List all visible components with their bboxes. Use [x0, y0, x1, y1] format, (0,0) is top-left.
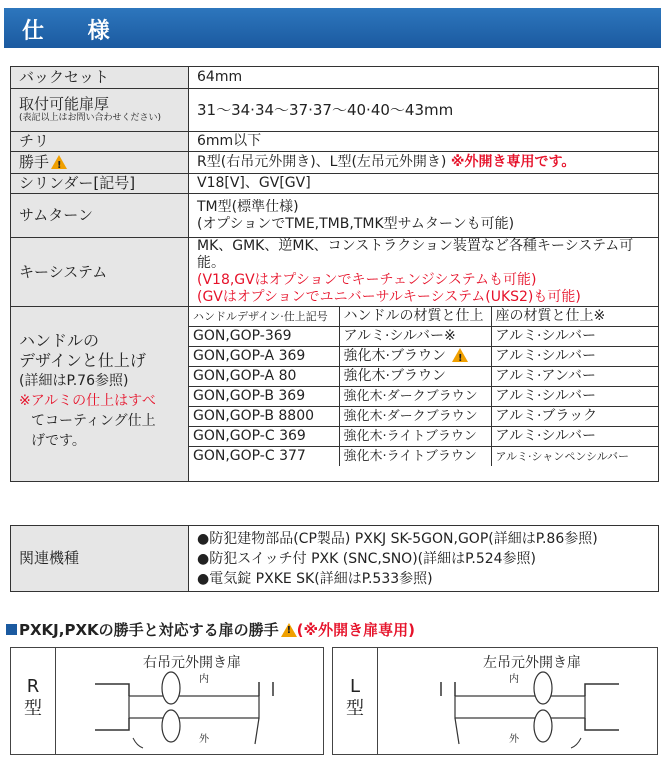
thumbturn-line2: (オプションでTME,TMB,TMK型サムターンも可能)	[197, 215, 515, 232]
handle-material	[339, 327, 491, 347]
keysystem-value	[189, 238, 659, 307]
handle-base: アルミ·シルバー	[491, 327, 659, 347]
r-outside-label: 外	[199, 734, 209, 745]
cylinder-label: シリンダー[記号]	[11, 174, 189, 194]
thickness-note: (表記以上はお問い合わせください)	[19, 113, 162, 123]
handle-design: GON,GOP-C 369	[189, 427, 339, 447]
katte-label	[11, 152, 189, 174]
handle-material-text: 強化木·ブラウン	[343, 348, 446, 364]
cylinder-value: V18[V]、GV[GV]	[189, 174, 659, 194]
related-table	[10, 525, 659, 592]
chiri-value: 6mm以下	[189, 132, 659, 152]
related-item: ●防犯建物部品(CP製品) PXKJ SK-5GON,GOP(詳細はP.86参照)	[197, 530, 598, 547]
table-row	[189, 367, 659, 387]
section-note: (※外開き扉専用)	[296, 621, 415, 639]
katte-value	[189, 152, 659, 174]
handle-finish-cell	[189, 307, 659, 482]
l-door-svg	[381, 670, 653, 750]
handle-material: 強化木·ブラウン	[339, 367, 491, 387]
r-inside-label: 内	[199, 674, 209, 685]
l-door-title: 左吊元外開き扉	[483, 655, 581, 671]
thickness-label	[11, 89, 189, 132]
handle-design: GON,GOP-B 8800	[189, 407, 339, 427]
handle-header-material: ハンドルの材質と仕上	[339, 307, 491, 327]
l-type-letter: L	[349, 676, 361, 697]
related-item: ●電気錠 PXKE SK(詳細はP.533参照)	[197, 570, 433, 587]
spec-table	[10, 66, 659, 482]
l-outside-label: 外	[509, 734, 519, 745]
r-type-suffix: 型	[24, 698, 42, 719]
handle-base: アルミ·シルバー	[491, 347, 659, 367]
related-label: 関連機種	[11, 526, 189, 592]
keysystem-line3: (GVはオプションでユニバーサルキーシステム(UKS2)も可能)	[197, 289, 581, 305]
warning-icon	[452, 348, 468, 362]
table-row	[189, 427, 659, 447]
handle-finish-table	[189, 307, 659, 466]
l-inside-label: 内	[509, 674, 519, 685]
r-type-letter: R	[26, 676, 40, 697]
table-row	[189, 447, 659, 467]
handle-material: 強化木·ライトブラウン	[339, 427, 491, 447]
page-title: 仕 様	[22, 19, 128, 44]
handle-material: 強化木·ライトブラウン	[339, 447, 491, 467]
table-row	[189, 327, 659, 347]
handle-label-3: (詳細はP.76参照)	[19, 373, 129, 389]
katte-label-text: 勝手	[19, 153, 50, 171]
thickness-label-text: 取付可能扉厚	[19, 95, 110, 113]
table-row	[189, 387, 659, 407]
keysystem-label: キーシステム	[11, 238, 189, 307]
handle-base: アルミ·ブラック	[491, 407, 659, 427]
thumbturn-label: サムターン	[11, 194, 189, 238]
handle-design: GON,GOP-A 80	[189, 367, 339, 387]
warning-icon	[281, 623, 297, 637]
handle-material	[339, 347, 491, 367]
handle-design: GON,GOP-B 369	[189, 387, 339, 407]
square-bullet-icon	[6, 624, 17, 635]
table-row	[189, 347, 659, 367]
related-list	[189, 526, 659, 592]
handle-label	[11, 307, 189, 482]
section-title-text: PXKJ,PXKの勝手と対応する扉の勝手	[19, 621, 279, 639]
handle-base: アルミ·シルバー	[491, 427, 659, 447]
thickness-value: 31〜34·34〜37·37〜40·40〜43mm	[189, 89, 659, 132]
r-door-title: 右吊元外開き扉	[143, 655, 241, 671]
handle-note-3: げです。	[31, 433, 86, 449]
l-type-suffix: 型	[346, 698, 364, 719]
katte-value-text: R型(右吊元外開き)、L型(左吊元外開き)	[197, 154, 447, 170]
backset-value: 64mm	[189, 67, 659, 89]
handle-header-base	[491, 307, 659, 327]
r-door-diagram	[10, 647, 324, 755]
handle-design: GON,GOP-369	[189, 327, 339, 347]
handle-note-2: てコーティング仕上	[31, 413, 156, 429]
keysystem-line2: (V18,GVはオプションでキーチェンジシステムも可能)	[197, 272, 537, 288]
handle-material-text: アルミ·シルバー※	[343, 328, 456, 344]
handle-design: GON,GOP-C 377	[189, 447, 339, 467]
chiri-label: チリ	[11, 132, 189, 152]
katte-note: ※外開き専用です。	[450, 154, 576, 170]
handle-header-design: ハンドルデザイン·仕上記号	[189, 307, 339, 327]
keysystem-line1: MK、GMK、逆MK、コンストラクション装置など各種キーシステム可能。	[197, 238, 634, 271]
r-door-svg	[59, 670, 321, 750]
thumbturn-line1: TM型(標準仕様)	[197, 198, 299, 215]
r-type-label	[11, 648, 56, 754]
handle-header-base-text: 座の材質と仕上※	[495, 308, 606, 324]
handle-base: アルミ·シャンペンシルバー	[491, 447, 659, 467]
warning-icon	[51, 155, 67, 169]
l-door-diagram	[332, 647, 658, 755]
handle-note-1: ※アルミの仕上はすべ	[19, 393, 156, 409]
section-title	[6, 619, 415, 640]
related-item: ●防犯スイッチ付 PXK (SNC,SNO)(詳細はP.524参照)	[197, 550, 537, 567]
handle-material: 強化木·ダークブラウン	[339, 407, 491, 427]
handle-base: アルミ·シルバー	[491, 387, 659, 407]
page-title-banner	[4, 8, 661, 48]
handle-design: GON,GOP-A 369	[189, 347, 339, 367]
handle-label-2: デザインと仕上げ	[19, 351, 146, 370]
table-row	[189, 407, 659, 427]
backset-label: バックセット	[11, 67, 189, 89]
handle-base: アルミ·アンバー	[491, 367, 659, 387]
handle-material: 強化木·ダークブラウン	[339, 387, 491, 407]
handle-label-1: ハンドルの	[19, 331, 100, 350]
thumbturn-value	[189, 194, 659, 238]
l-type-label	[333, 648, 378, 754]
